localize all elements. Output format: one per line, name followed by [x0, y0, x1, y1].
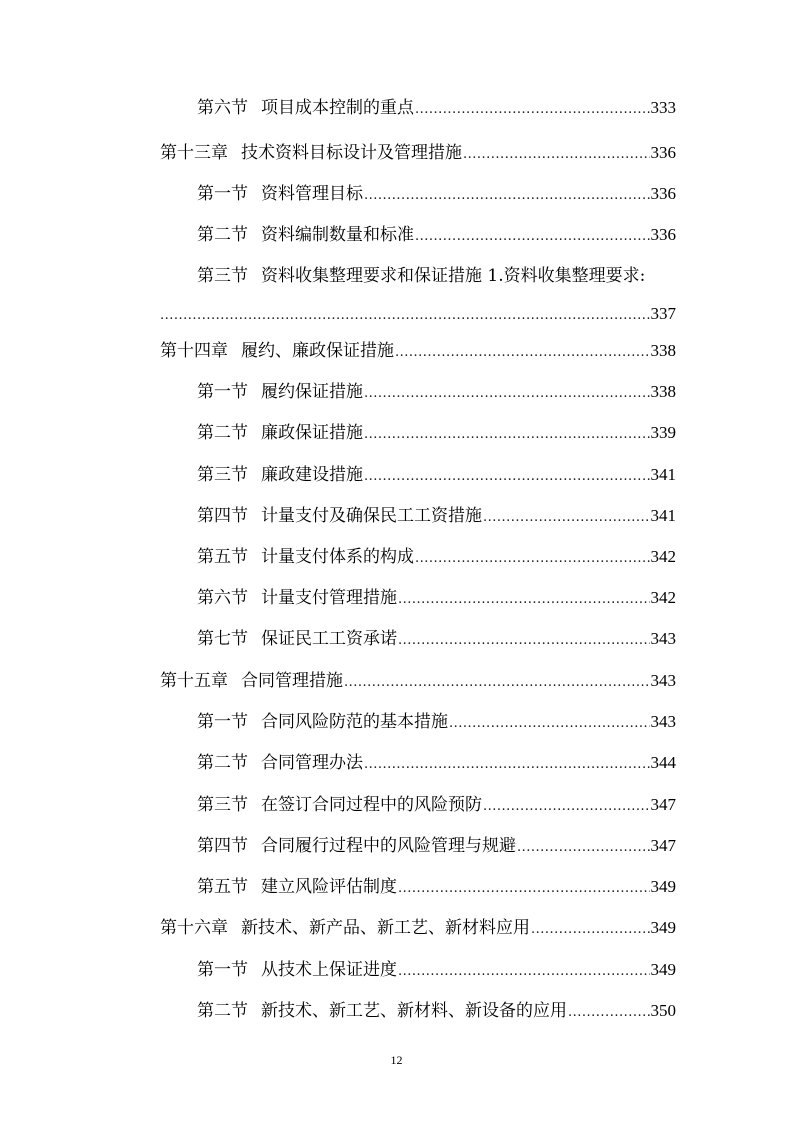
toc-entry-number: 第二节 [197, 225, 248, 245]
toc-entry-number: 第三节 [197, 465, 248, 485]
toc-entry-title: 新技术、新产品、新工艺、新材料应用 [241, 918, 530, 938]
toc-entry-page: 342 [650, 588, 676, 607]
dot-leader [398, 958, 650, 986]
toc-entry-title: 合同管理办法 [261, 753, 363, 773]
toc-entry-page: 338 [650, 382, 676, 401]
toc-entry-page: 349 [650, 960, 676, 979]
dot-leader [531, 916, 650, 944]
toc-entry[interactable] [197, 584, 676, 612]
toc-entry-title: 资料收集整理要求和保证措施 1.资料收集整理要求: [261, 266, 646, 286]
toc-entry[interactable] [197, 956, 676, 984]
dot-leader [160, 302, 650, 330]
dot-leader [568, 999, 650, 1027]
toc-entry-page: 337 [650, 304, 676, 323]
toc-entry-title: 技术资料目标设计及管理措施 [241, 143, 462, 163]
toc-entry[interactable] [197, 708, 676, 736]
dot-leader [449, 710, 650, 738]
toc-entry-page: 350 [650, 1001, 676, 1020]
toc-entry-number: 第二节 [197, 423, 248, 443]
toc-entry-title: 资料管理目标 [261, 184, 363, 204]
toc-entry-title: 资料编制数量和标准 [261, 225, 414, 245]
toc-entry-title: 项目成本控制的重点 [261, 98, 414, 118]
toc-entry[interactable] [197, 832, 676, 860]
toc-entry-number: 第七节 [197, 629, 248, 649]
toc-entry-title: 合同履行过程中的风险管理与规避 [261, 836, 516, 856]
toc-entry-number: 第五节 [197, 547, 248, 567]
toc-entry-number: 第六节 [197, 588, 248, 608]
toc-entry-title: 计量支付体系的构成 [261, 547, 414, 567]
toc-entry-number: 第一节 [197, 712, 248, 732]
toc-entry-number: 第四节 [197, 836, 248, 856]
toc-entry-page: 336 [650, 225, 676, 244]
toc-entry[interactable] [197, 94, 676, 122]
toc-entry-number: 第二节 [197, 1001, 248, 1021]
dot-leader [395, 339, 650, 367]
toc-entry[interactable] [197, 873, 676, 901]
toc-entry-page: 336 [650, 143, 676, 162]
toc-entry-number: 第五节 [197, 877, 248, 897]
dot-leader [517, 834, 650, 862]
dot-leader [398, 875, 650, 903]
toc-entry[interactable] [197, 221, 676, 249]
dot-leader [398, 627, 650, 655]
toc-entry[interactable] [160, 667, 676, 695]
dot-leader [415, 223, 650, 251]
toc-entry[interactable] [197, 262, 676, 290]
dot-leader [364, 421, 650, 449]
toc-entry-title: 履约、廉政保证措施 [241, 341, 394, 361]
toc-entry-title: 合同管理措施 [241, 671, 343, 691]
toc-entry-page: 338 [650, 341, 676, 360]
toc-entry-number: 第一节 [197, 382, 248, 402]
toc-entry-page: 343 [650, 712, 676, 731]
toc-entry-number: 第四节 [197, 506, 248, 526]
toc-entry-number: 第三节 [197, 266, 248, 286]
dot-leader [415, 545, 650, 573]
dot-leader [344, 669, 650, 697]
toc-entry[interactable] [197, 378, 676, 406]
toc-entry[interactable] [197, 791, 676, 819]
dot-leader [364, 380, 650, 408]
dot-leader [364, 463, 650, 491]
toc-entry[interactable] [197, 180, 676, 208]
toc-entry-page: 343 [650, 629, 676, 648]
toc-entry-number: 第六节 [197, 98, 248, 118]
toc-entry[interactable] [197, 461, 676, 489]
dot-leader [483, 793, 650, 821]
toc-entry-page: 341 [650, 506, 676, 525]
toc-entry[interactable] [197, 625, 676, 653]
toc-entry[interactable] [160, 337, 676, 365]
toc-entry-page: 344 [650, 753, 676, 772]
toc-entry[interactable] [197, 997, 676, 1025]
toc-entry-number: 第二节 [197, 753, 248, 773]
toc-entry-title: 履约保证措施 [261, 382, 363, 402]
toc-entry-title: 合同风险防范的基本措施 [261, 712, 448, 732]
page-number: 12 [390, 1053, 403, 1067]
toc-entry-title: 从技术上保证进度 [261, 960, 397, 980]
toc-entry[interactable] [160, 914, 676, 942]
toc-entry-title: 廉政建设措施 [261, 465, 363, 485]
toc-entry-title: 新技术、新工艺、新材料、新设备的应用 [261, 1001, 567, 1021]
toc-entry-number: 第三节 [197, 795, 248, 815]
toc-entry-number: 第十四章 [160, 341, 228, 361]
toc-entry-title: 廉政保证措施 [261, 423, 363, 443]
toc-entry-title: 保证民工工资承诺 [261, 629, 397, 649]
toc-entry-page: 341 [650, 465, 676, 484]
dot-leader [463, 141, 650, 169]
toc-entry-number: 第一节 [197, 960, 248, 980]
toc-entry-number: 第十三章 [160, 143, 228, 163]
toc-entry-page: 349 [650, 877, 676, 896]
toc-entry-continuation[interactable] [160, 300, 676, 328]
toc-entry-page: 349 [650, 918, 676, 937]
toc-entry[interactable] [197, 749, 676, 777]
toc-entry-page: 339 [650, 423, 676, 442]
toc-entry[interactable] [197, 502, 676, 530]
toc-entry-page: 343 [650, 671, 676, 690]
dot-leader [415, 96, 650, 124]
toc-entry-page: 347 [650, 836, 676, 855]
toc-entry[interactable] [197, 419, 676, 447]
toc-entry-page: 342 [650, 547, 676, 566]
toc-entry-number: 第十六章 [160, 918, 228, 938]
toc-entry-title: 在签订合同过程中的风险预防 [261, 795, 482, 815]
dot-leader [483, 504, 650, 532]
toc-entry-page: 336 [650, 184, 676, 203]
dot-leader [364, 182, 650, 210]
toc-entry-page: 347 [650, 795, 676, 814]
toc-entry-title: 建立风险评估制度 [261, 877, 397, 897]
toc-entry-page: 333 [650, 98, 676, 117]
toc-entry-number: 第十五章 [160, 671, 228, 691]
toc-entry[interactable] [160, 139, 676, 167]
dot-leader [364, 751, 650, 779]
toc-entry-number: 第一节 [197, 184, 248, 204]
dot-leader [398, 586, 650, 614]
toc-entry[interactable] [197, 543, 676, 571]
toc-entry-title: 计量支付管理措施 [261, 588, 397, 608]
toc-entry-title: 计量支付及确保民工工资措施 [261, 506, 482, 526]
